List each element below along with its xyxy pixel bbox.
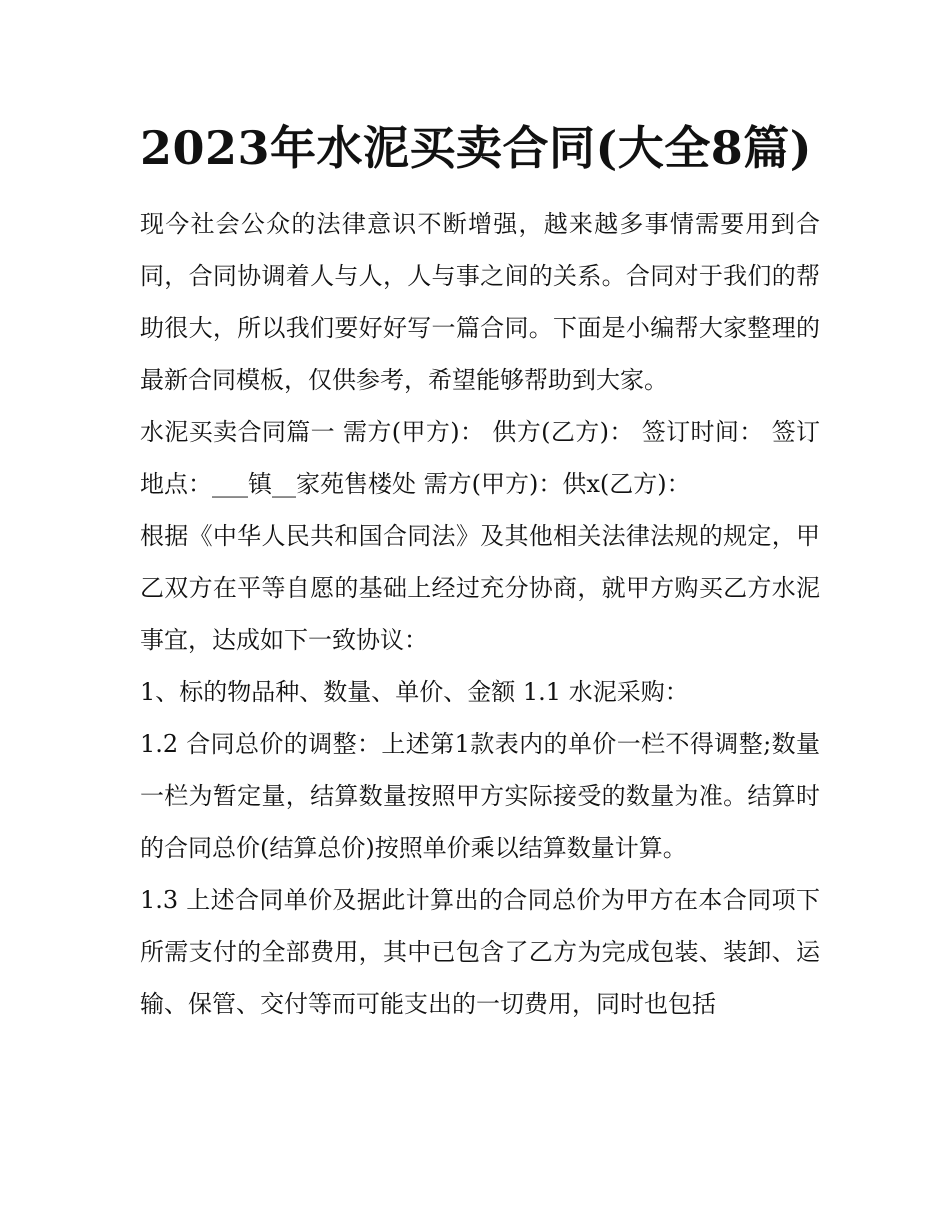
clause-1-2-paragraph: 1.2 合同总价的调整：上述第1款表内的单价一栏不得调整;数量一栏为暂定量，结算数量按照甲方实际接受的数量为准。结算时的合同总价(结算总价)按照单价乘以结算数量计算。 xyxy=(140,730,820,862)
document-page xyxy=(140,110,820,1030)
agreement-basis-paragraph: 根据《中华人民共和国合同法》及其他相关法律法规的规定，甲乙双方在平等自愿的基础上经过充分协商，就甲方购买乙方水泥事宜，达成如下一致协议： xyxy=(140,522,820,654)
document-title: 2023年水泥买卖合同(大全8篇) xyxy=(140,121,813,175)
intro-paragraph: 现今社会公众的法律意识不断增强，越来越多事情需要用到合同，合同协调着人与人，人与事之间的关系。合同对于我们的帮助很大，所以我们要好好写一篇合同。下面是小编帮大家整理的最新合同模板，仅供参考，希望能够帮助到大家。 xyxy=(140,210,820,394)
contract-header-paragraph: 水泥买卖合同篇一 需方(甲方)： 供方(乙方)： 签订时间： 签订地点：___镇__家苑售楼处 需方(甲方)：供x(乙方)： xyxy=(140,418,820,498)
clause-1-3-paragraph: 1.3 上述合同单价及据此计算出的合同总价为甲方在本合同项下所需支付的全部费用，其中已包含了乙方为完成包装、装卸、运输、保管、交付等而可能支出的一切费用，同时也包括 xyxy=(140,886,820,1018)
clause-1-paragraph: 1、标的物品种、数量、单价、金额 1.1 水泥采购： xyxy=(140,678,689,706)
